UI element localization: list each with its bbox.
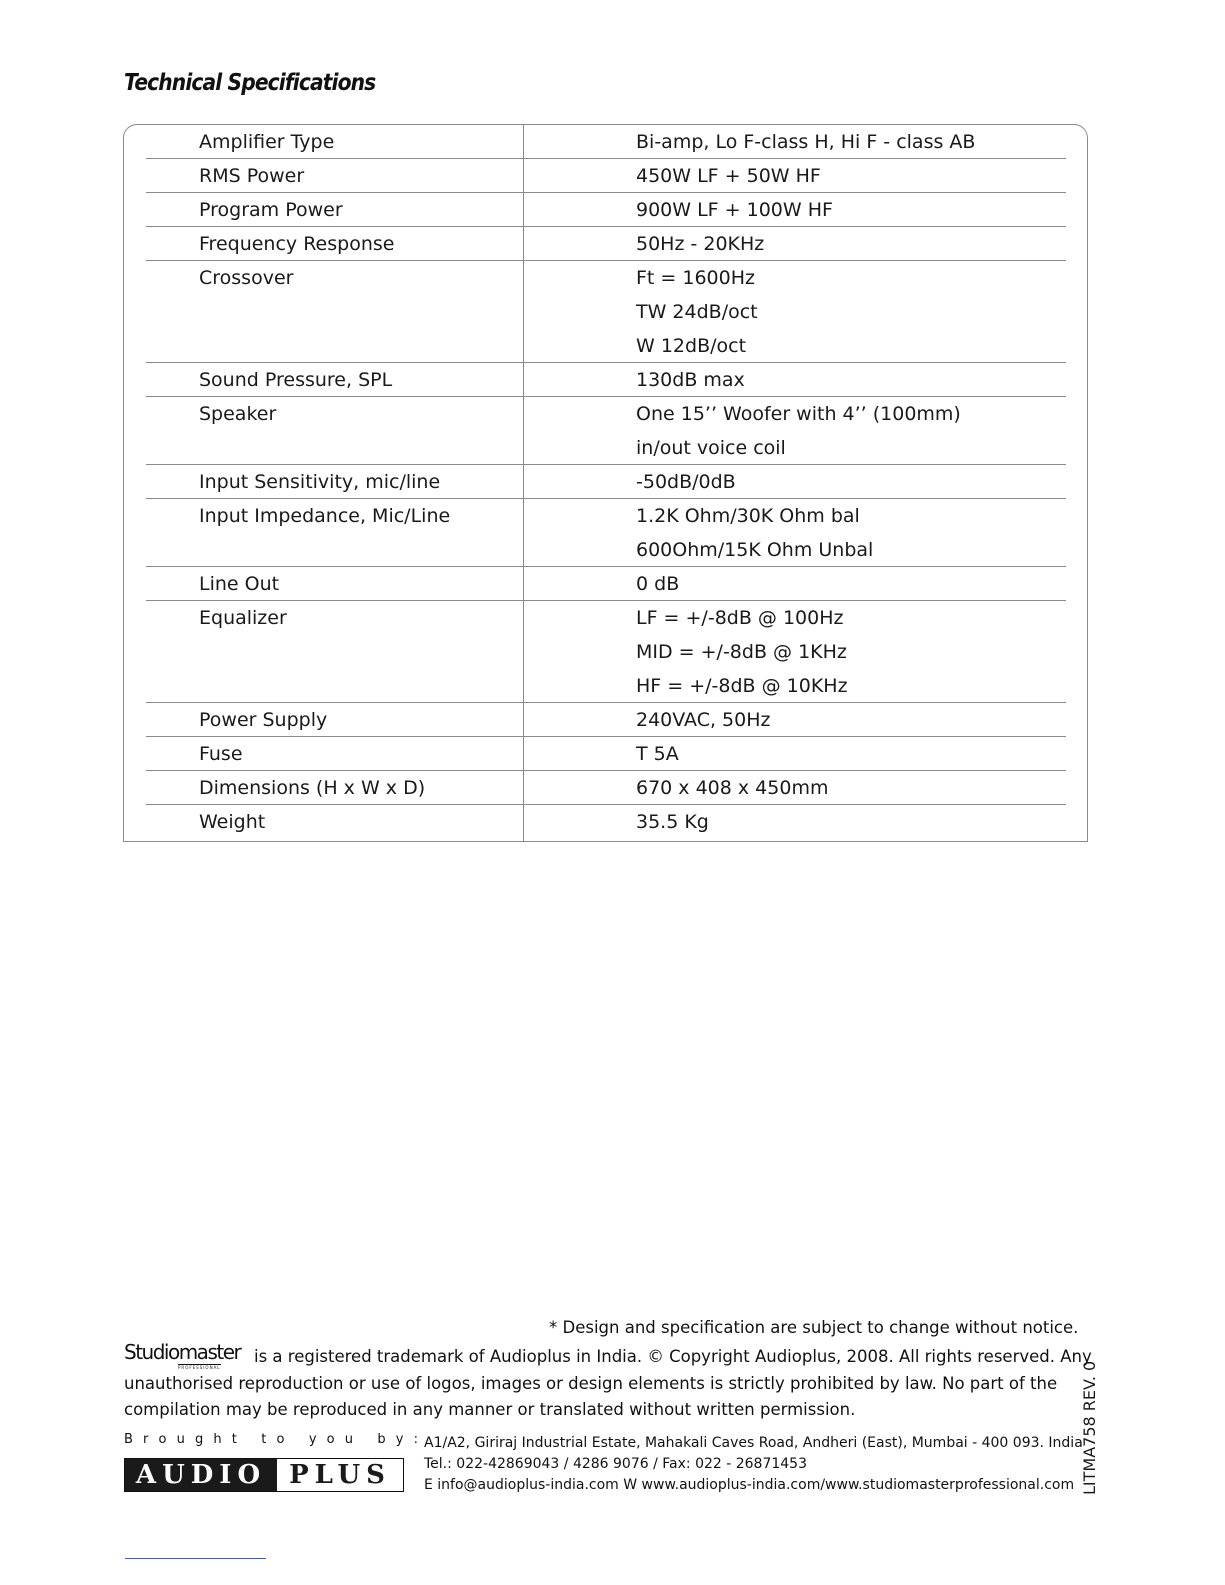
spec-row — [146, 737, 1066, 771]
spec-values — [636, 125, 975, 159]
spec-row — [146, 703, 1066, 737]
spec-value: Bi-amp, Lo F-class H, Hi F - class AB — [636, 131, 976, 153]
spec-label: Speaker — [199, 403, 277, 425]
spec-values — [636, 567, 679, 601]
spec-row — [146, 465, 1066, 499]
spec-values — [636, 703, 771, 737]
spec-values — [636, 227, 764, 261]
spec-row — [146, 193, 1066, 227]
page-title: Technical Specifications — [124, 70, 376, 96]
audioplus-logo-plus: PLUS — [289, 1460, 391, 1490]
spec-value: 450W LF + 50W HF — [636, 165, 821, 187]
spec-values — [636, 499, 873, 567]
spec-values — [636, 261, 758, 363]
spec-value: LF = +/-8dB @ 100Hz — [636, 607, 844, 629]
spec-value: 240VAC, 50Hz — [636, 709, 771, 731]
spec-row — [146, 227, 1066, 261]
spec-label: Line Out — [199, 573, 280, 595]
studiomaster-logo-sub: PROFESSIONAL — [178, 1365, 221, 1370]
spec-values — [636, 159, 821, 193]
spec-value: One 15’’ Woofer with 4’’ (100mm) — [636, 403, 961, 425]
spec-value: 900W LF + 100W HF — [636, 199, 833, 221]
spec-value: 130dB max — [636, 369, 745, 391]
spec-label: Crossover — [199, 267, 294, 289]
spec-value: -50dB/0dB — [636, 471, 736, 493]
spec-value: TW 24dB/oct — [636, 301, 758, 323]
link-underline — [125, 1558, 266, 1559]
spec-label: Equalizer — [199, 607, 287, 629]
audioplus-logo — [124, 1458, 404, 1492]
notice: * Design and specification are subject to change without notice. — [549, 1318, 1079, 1337]
trademark-line-1: is a registered trademark of Audioplus in India. © Copyright Audioplus, 2008. All rights reserved. Any — [254, 1347, 1092, 1366]
audioplus-logo-audio: AUDIO — [125, 1459, 277, 1491]
spec-values — [636, 465, 736, 499]
spec-row — [146, 397, 1066, 465]
spec-label: Input Impedance, Mic/Line — [199, 505, 451, 527]
spec-table — [123, 124, 1088, 842]
spec-value: MID = +/-8dB @ 1KHz — [636, 641, 847, 663]
spec-row — [146, 261, 1066, 363]
document-code: LITMA758 REV. 0 — [1080, 1360, 1099, 1495]
spec-value: T 5A — [636, 743, 679, 765]
spec-label: Amplifier Type — [199, 131, 335, 153]
address: A1/A2, Giriraj Industrial Estate, Mahakali Caves Road, Andheri (East), Mumbai - 400 093. India — [424, 1435, 1083, 1451]
spec-label: Program Power — [199, 199, 343, 221]
spec-label: Input Sensitivity, mic/line — [199, 471, 441, 493]
spec-label: Fuse — [199, 743, 243, 765]
email-web: E info@audioplus-india.com W www.audioplus-india.com/www.studiomasterprofessional.com — [424, 1477, 1075, 1493]
spec-values — [636, 805, 709, 839]
trademark-line-2: unauthorised reproduction or use of logos, images or design elements is strictly prohibited by law. No part of the — [124, 1374, 1058, 1393]
spec-value: Ft = 1600Hz — [636, 267, 755, 289]
spec-label: Sound Pressure, SPL — [199, 369, 393, 391]
spec-row — [146, 771, 1066, 805]
spec-values — [636, 737, 679, 771]
studiomaster-logo: Studiomaster — [124, 1340, 241, 1364]
spec-values — [636, 771, 828, 805]
spec-value: 50Hz - 20KHz — [636, 233, 765, 255]
spec-row — [146, 567, 1066, 601]
spec-row — [146, 499, 1066, 567]
brought-to-you-by: B r o u g h t t o y o u b y : — [124, 1432, 421, 1447]
spec-values — [636, 397, 961, 465]
spec-values — [636, 193, 833, 227]
spec-value: 0 dB — [636, 573, 680, 595]
spec-row — [146, 159, 1066, 193]
spec-values — [636, 363, 745, 397]
spec-label: Frequency Response — [199, 233, 395, 255]
spec-label: Weight — [199, 811, 266, 833]
spec-row — [146, 125, 1066, 159]
spec-row — [146, 805, 1066, 838]
spec-value: W 12dB/oct — [636, 335, 747, 357]
spec-label: Power Supply — [199, 709, 328, 731]
spec-values — [636, 601, 848, 703]
telephone: Tel.: 022-42869043 / 4286 9076 / Fax: 022 - 26871453 — [424, 1456, 807, 1472]
spec-value: 670 x 408 x 450mm — [636, 777, 829, 799]
spec-value: in/out voice coil — [636, 437, 786, 459]
spec-label: RMS Power — [199, 165, 305, 187]
spec-value: 35.5 Kg — [636, 811, 709, 833]
spec-value: 600Ohm/15K Ohm Unbal — [636, 539, 874, 561]
spec-label: Dimensions (H x W x D) — [199, 777, 426, 799]
spec-row — [146, 363, 1066, 397]
trademark-line-3: compilation may be reproduced in any manner or translated without written permission. — [124, 1400, 856, 1419]
spec-value: 1.2K Ohm/30K Ohm bal — [636, 505, 860, 527]
spec-row — [146, 601, 1066, 703]
spec-value: HF = +/-8dB @ 10KHz — [636, 675, 848, 697]
